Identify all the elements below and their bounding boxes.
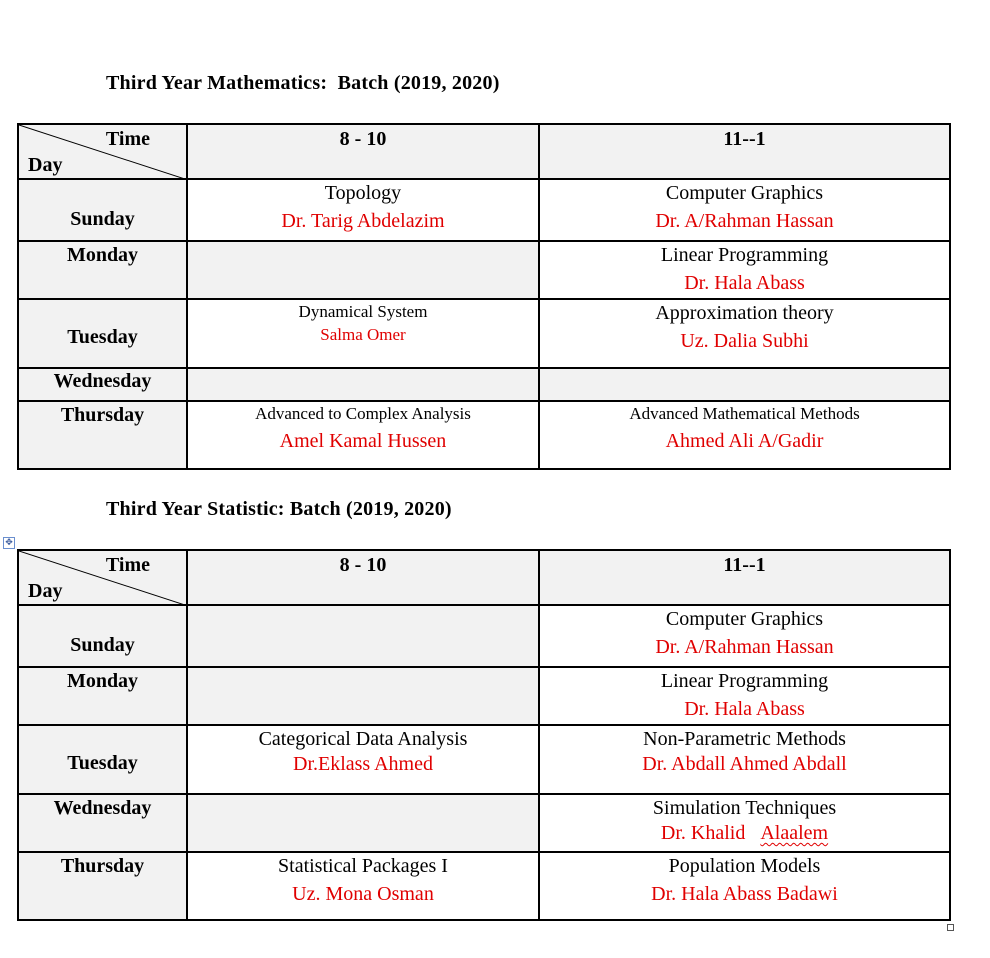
course-name: Computer Graphics: [665, 608, 824, 630]
slot-header-11-1: 11--1: [539, 550, 950, 605]
teacher-name: Dr. A/Rahman Hassan: [655, 210, 834, 232]
table-row: [18, 299, 950, 368]
cell-sunday-11-1: [539, 179, 950, 241]
course-name: Non-Parametric Methods: [643, 728, 846, 750]
teacher-name: Amel Kamal Hussen: [279, 430, 447, 452]
teacher-name: Dr.Eklass Ahmed: [293, 753, 433, 775]
day-sunday: Sunday: [18, 179, 187, 241]
table-row: [18, 368, 950, 401]
day-monday: Monday: [18, 667, 187, 725]
day-wednesday: Wednesday: [18, 794, 187, 852]
table-row: [18, 667, 950, 725]
teacher-name: Uz. Mona Osman: [292, 883, 434, 905]
cell-tuesday-8-10: [187, 299, 539, 368]
cell-thursday-8-10: [187, 852, 539, 920]
course-name: Advanced Mathematical Methods: [629, 404, 860, 423]
table-resize-handle[interactable]: [947, 924, 954, 931]
day-label: Day: [28, 154, 63, 176]
teacher-name: [540, 821, 949, 845]
course-name: Linear Programming: [660, 670, 829, 692]
course-name: Population Models: [668, 855, 821, 877]
time-label: Time: [105, 554, 150, 576]
course-name: Computer Graphics: [665, 182, 824, 204]
teacher-name: Dr. Hala Abass Badawi: [651, 883, 838, 905]
teacher-last-name: Alaalem: [760, 822, 829, 844]
cell-monday-8-10: [187, 241, 539, 299]
math-timetable: [17, 123, 951, 470]
cell-sunday-8-10: [187, 179, 539, 241]
teacher-name: Dr. Hala Abass: [684, 698, 805, 720]
teacher-name: Ahmed Ali A/Gadir: [665, 430, 824, 452]
day-monday: Monday: [18, 241, 187, 299]
day-sunday: Sunday: [18, 605, 187, 667]
teacher-name: Dr. Hala Abass: [684, 272, 805, 294]
course-name: Linear Programming: [660, 244, 829, 266]
table-row: [18, 794, 950, 852]
stat-title: Third Year Statistic: Batch (2019, 2020): [106, 498, 452, 520]
cell-thursday-11-1: [539, 401, 950, 469]
cell-wednesday-8-10: [187, 368, 539, 401]
time-label: Time: [105, 128, 150, 150]
cell-sunday-8-10: [187, 605, 539, 667]
course-name: Dynamical System: [298, 302, 428, 321]
table-move-handle-icon[interactable]: ✥: [3, 537, 15, 549]
table-row: [18, 179, 950, 241]
stat-timetable: [17, 549, 951, 921]
cell-thursday-11-1: [539, 852, 950, 920]
cell-tuesday-11-1: [539, 299, 950, 368]
corner-cell: [18, 124, 187, 179]
cell-thursday-8-10: [187, 401, 539, 469]
cell-tuesday-8-10: [187, 725, 539, 794]
cell-wednesday-11-1: [539, 368, 950, 401]
course-name: Simulation Techniques: [652, 797, 837, 819]
slot-header-8-10: 8 - 10: [187, 550, 539, 605]
table-row: [18, 605, 950, 667]
teacher-first-name: Dr. Khalid: [660, 822, 746, 844]
teacher-name: Dr. Abdall Ahmed Abdall: [642, 753, 847, 775]
day-wednesday: Wednesday: [18, 368, 187, 401]
slot-header-11-1: 11--1: [539, 124, 950, 179]
table-header-row: [18, 550, 950, 605]
course-name: Topology: [324, 182, 402, 204]
course-name: Categorical Data Analysis: [258, 728, 468, 750]
slot-header-8-10: 8 - 10: [187, 124, 539, 179]
course-name: Approximation theory: [655, 302, 834, 324]
day-label: Day: [28, 580, 63, 602]
math-title: Third Year Mathematics: Batch (2019, 2020): [106, 72, 500, 94]
table-row: [18, 241, 950, 299]
teacher-name: Dr. A/Rahman Hassan: [655, 636, 834, 658]
corner-cell: [18, 550, 187, 605]
teacher-name: Dr. Tarig Abdelazim: [281, 210, 445, 232]
day-thursday: Thursday: [18, 401, 187, 469]
table-row: [18, 852, 950, 920]
table-row: [18, 401, 950, 469]
day-thursday: Thursday: [18, 852, 187, 920]
cell-monday-11-1: [539, 241, 950, 299]
day-tuesday: Tuesday: [18, 725, 187, 794]
day-tuesday: Tuesday: [18, 299, 187, 368]
course-name: Statistical Packages I: [278, 855, 448, 877]
cell-sunday-11-1: [539, 605, 950, 667]
teacher-name: Uz. Dalia Subhi: [680, 330, 809, 352]
teacher-name: Salma Omer: [320, 325, 406, 344]
cell-wednesday-11-1: [539, 794, 950, 852]
cell-wednesday-8-10: [187, 794, 539, 852]
cell-monday-8-10: [187, 667, 539, 725]
course-name: Advanced to Complex Analysis: [255, 404, 471, 423]
table-header-row: [18, 124, 950, 179]
cell-tuesday-11-1: [539, 725, 950, 794]
cell-monday-11-1: [539, 667, 950, 725]
table-row: [18, 725, 950, 794]
